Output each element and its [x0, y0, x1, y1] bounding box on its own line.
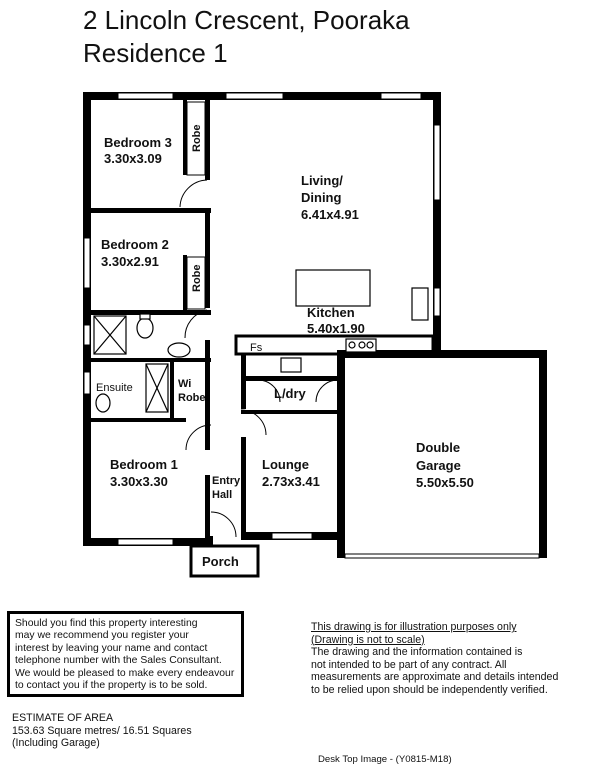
window-ensuite: [84, 372, 90, 394]
address-title: 2 Lincoln Crescent, Pooraka: [83, 5, 410, 35]
lounge-name: Lounge: [262, 457, 309, 472]
kitchen-island: [296, 270, 370, 306]
window-bed3: [118, 93, 173, 99]
window-living-top-right: [381, 93, 421, 99]
robe-top-label: Robe: [191, 124, 203, 152]
fixtures: [94, 270, 428, 412]
disclaimer-heading-2: (Drawing is not to scale): [311, 633, 425, 646]
garage-name-1: Double: [416, 440, 461, 455]
wall-bed1-top: [91, 418, 186, 422]
notice-line: interest by leaving your name and contact: [15, 642, 208, 654]
area-line-2: (Including Garage): [12, 737, 100, 750]
wall-lounge-left: [241, 437, 246, 537]
laundry-trough: [281, 358, 301, 372]
living-size: 6.41x4.91: [301, 207, 359, 222]
wall-bed2-bottom: [91, 310, 211, 315]
living-name-1: Living/: [301, 173, 343, 188]
wall-garage-right: [539, 350, 547, 558]
window-living-top: [226, 93, 283, 99]
toilet-ensuite: [96, 394, 110, 412]
wall-hall-left: [205, 340, 210, 450]
window-bath: [84, 325, 90, 345]
wall-lounge-top: [241, 410, 341, 414]
wall-bed3-right: [205, 100, 210, 180]
area-line-1: 153.63 Square metres/ 16.51 Squares: [12, 724, 192, 737]
door-bed3: [180, 180, 207, 207]
fs-label: Fs: [250, 342, 263, 354]
wall-bath-bottom: [91, 358, 211, 362]
wall-garage-left: [337, 350, 345, 558]
wi-robe-label-2: Robe: [178, 392, 206, 404]
fridge: [412, 288, 428, 320]
disclaimer-heading-1: This drawing is for illustration purposes only: [311, 621, 517, 633]
wall-ldry-bottom: [241, 376, 341, 381]
wi-robe-label-1: Wi: [178, 378, 192, 390]
wall-robe-mid: [183, 255, 187, 310]
image-reference: Desk Top Image - (Y0815-M18): [318, 754, 452, 765]
window-bed2: [84, 238, 90, 288]
wall-left: [83, 92, 91, 546]
notice-line: may we recommend you register your: [15, 630, 189, 642]
wall-ldry-left: [241, 354, 246, 409]
robe-mid-label: Robe: [191, 264, 203, 292]
notice-line: Should you find this property interesting: [15, 618, 198, 629]
kitchen-size: 5.40x1.90: [307, 321, 365, 336]
wall-wir-left: [170, 358, 174, 418]
basin-bath: [168, 343, 190, 357]
garage-size: 5.50x5.50: [416, 475, 474, 490]
bedroom3-name: Bedroom 3: [104, 135, 172, 150]
disclaimer: [311, 621, 558, 697]
entry-label-2: Hall: [212, 489, 233, 501]
laundry-label: L/dry: [274, 386, 306, 401]
garage-door: [345, 554, 539, 558]
bedroom2-name: Bedroom 2: [101, 237, 169, 252]
window-bed1: [118, 539, 173, 545]
bedroom1-name: Bedroom 1: [110, 457, 178, 472]
notice-line: We would be pleased to make every endeavour: [15, 667, 235, 679]
bedroom2-size: 3.30x2.91: [101, 254, 159, 269]
kitchen-name: Kitchen: [307, 305, 355, 320]
disclaimer-line: not intended to be part of any contract. All: [311, 658, 507, 671]
toilet-bath: [137, 318, 153, 338]
area-estimate: [12, 712, 192, 750]
bedroom3-size: 3.30x3.09: [104, 151, 162, 166]
garage-name-2: Garage: [416, 458, 461, 473]
notice-line: telephone number with the Sales Consultant.: [15, 655, 222, 667]
ensuite-label: Ensuite: [96, 382, 133, 394]
wall-robe-top: [183, 100, 187, 175]
interest-notice-box: [7, 611, 244, 697]
wall-hall-left-lower: [205, 475, 210, 538]
wall-bed2-right: [205, 208, 210, 308]
window-lounge: [272, 533, 312, 539]
bedroom1-size: 3.30x3.30: [110, 474, 168, 489]
lounge-size: 2.73x3.41: [262, 474, 320, 489]
disclaimer-line: measurements are approximate and details intended: [311, 671, 559, 684]
living-name-2: Dining: [301, 190, 342, 205]
wall-bed3-bed2: [91, 208, 211, 213]
disclaimer-line: The drawing and the information contained is: [311, 646, 523, 659]
entry-label-1: Entry: [212, 475, 241, 487]
window-living-right: [434, 125, 440, 200]
door-entry: [211, 512, 236, 537]
residence-title: Residence 1: [83, 38, 228, 68]
door-ldry-right: [316, 380, 338, 402]
notice-line: to contact you if the property is to be sold.: [15, 680, 208, 692]
porch-label: Porch: [202, 554, 239, 569]
window-kitchen-right: [434, 288, 440, 316]
disclaimer-line: to be relied upon should be independently verified.: [311, 683, 548, 696]
area-heading: ESTIMATE OF AREA: [12, 712, 114, 724]
